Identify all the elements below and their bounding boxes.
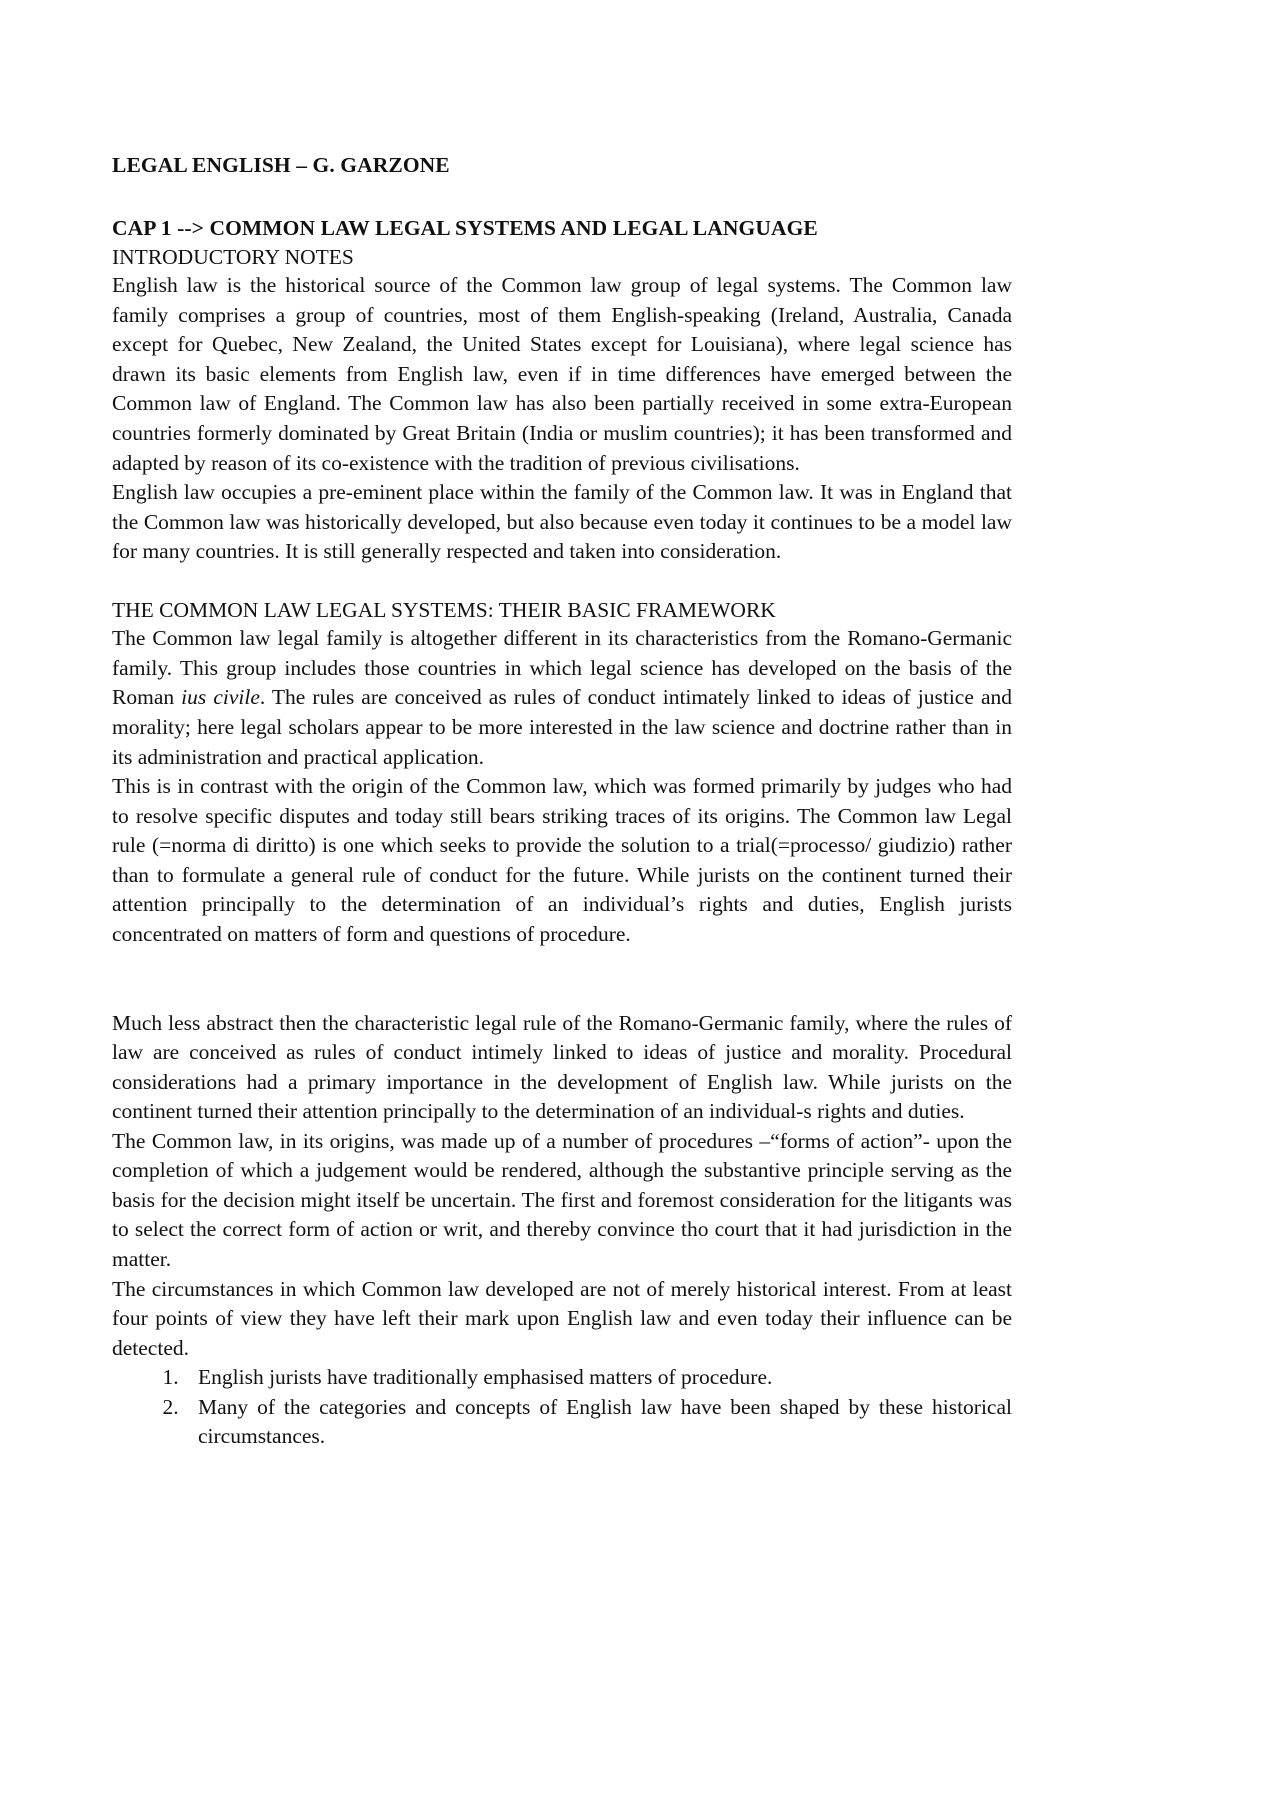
list-item: 2. Many of the categories and concepts of English law have been shaped by these historical circumstances. <box>184 1393 1012 1452</box>
document-body <box>112 152 1012 1452</box>
paragraph-spacer <box>112 567 1012 596</box>
circumstances-paragraph: The circumstances in which Common law developed are not of merely historical interest. From at least four points of view they have left their mark upon English law and even today their influence can be detected. <box>112 1276 1012 1360</box>
framework-paragraph-2: This is in contrast with the origin of the Common law, which was formed primarily by judges who had to resolve specific disputes and today still bears striking traces of its origins. The Common law Legal rule (=norma di diritto) is one which seeks to provide the solution to a trial(=processo/ giudizio) rather than to formulate a general rule of conduct for the future. While jurists on the continent turned their attention principally to the determination of an individual’s rights and duties, English jurists concentrated on matters of form and questions of procedure. <box>112 774 1012 946</box>
list-item: 1. English jurists have traditionally emphasised matters of procedure. <box>184 1363 1012 1393</box>
paragraph-spacer-3 <box>112 979 1012 1009</box>
intro-paragraph-1: English law is the historical source of the Common law group of legal systems. The Common law family comprises a group of countries, most of them English-speaking (Ireland, Australia, Canada except for Quebec, New Zealand, the United States except for Louisiana), where legal science has drawn its basic elements from English law, even if in time differences have emerged between the Common law of England. The Common law has also been partially received in some extra-European countries formerly dominated by Great Britain (India or muslim countries); it has been transformed and adapted by reason of its co-existence with the tradition of previous civilisations. <box>112 273 1012 475</box>
framework-paragraph-1 <box>112 624 1012 772</box>
framework-paragraph-1-text-after: . The rules are conceived as rules of conduct intimately linked to ideas of justice and morality; here legal scholars appear to be more interested in the law science and doctrine rather than in its administration and practical application. <box>112 685 1012 769</box>
page-title: LEGAL ENGLISH – G. GARZONE <box>112 153 450 177</box>
framework-subheading: THE COMMON LAW LEGAL SYSTEMS: THEIR BASIC FRAMEWORK <box>112 597 776 622</box>
intro-paragraph-2: English law occupies a pre-eminent place within the family of the Common law. It was in England that the Common law was historically developed, but also because even today it continues to be a model law for many countries. It is still generally respected and taken into consideration. <box>112 480 1012 564</box>
abstract-paragraph: Much less abstract then the characteristic legal rule of the Romano-Germanic family, where the rules of law are conceived as rules of conduct intimely linked to ideas of justice and morality. Procedural considerations had a primary importance in the development of English law. While jurists on the continent turned their attention principally to the determination of an individual-s rights and duties. <box>112 1010 1012 1124</box>
framework-paragraph-1-text-before: The Common law legal family is altogether different in its characteristics from the Romano-Germanic family. This group includes those countries in which legal science has developed on the basis of the Roman <box>112 626 1012 710</box>
chapter-heading: CAP 1 --> COMMON LAW LEGAL SYSTEMS AND LEGAL LANGUAGE <box>112 215 818 240</box>
latin-term-ius-civile: ius civile <box>181 685 260 710</box>
paragraph-spacer-2 <box>112 950 1012 979</box>
procedures-paragraph: The Common law, in its origins, was made up of a number of procedures –“forms of action”- upon the completion of which a judgement would be rendered, although the substantive principle serving as the basis for the decision might itself be uncertain. The first and foremost consideration for the litigants was to select the correct form of action or writ, and thereby convince tho court that it had jurisdiction in the matter. <box>112 1128 1012 1272</box>
numbered-list <box>112 1363 1012 1452</box>
intro-subheading: INTRODUCTORY NOTES <box>112 244 354 269</box>
